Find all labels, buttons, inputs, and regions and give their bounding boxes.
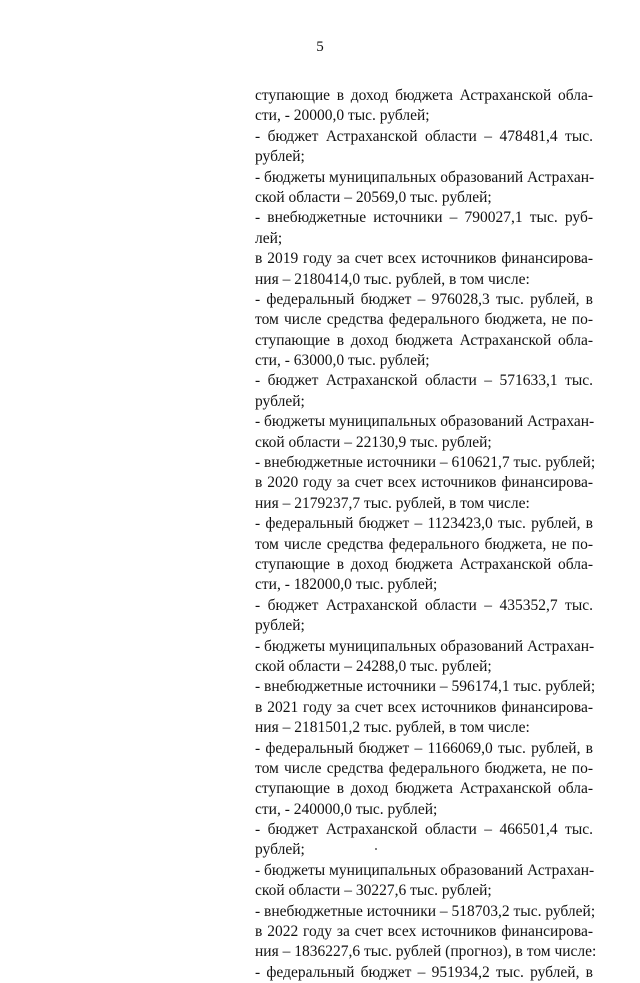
text-line: - федеральный бюджет – 976028,3 тыс. рублей, в [255, 290, 593, 308]
page-number: 5 [316, 39, 324, 55]
text-line: - бюджеты муниципальных образований Астрахан- [255, 861, 595, 879]
text-line: в 2022 году за счет всех источников финансирова- [255, 923, 593, 941]
text-line: ния – 2180414,0 тыс. рублей, в том числе: [255, 270, 530, 288]
text-line: - федеральный бюджет – 1166069,0 тыс. рублей, в [255, 739, 593, 757]
text-line: сти, - 182000,0 тыс. рублей; [255, 576, 438, 594]
text-line: ской области – 30227,6 тыс. рублей; [255, 882, 492, 900]
scan-speck [375, 848, 377, 850]
text-line: - бюджет Астраханской области – 466501,4 тыс. [255, 821, 593, 839]
text-line: - бюджет Астраханской области – 435352,7 тыс. [255, 596, 593, 614]
text-line: рублей; [255, 841, 305, 859]
text-line: том числе средства федерального бюджета, не по- [255, 759, 593, 777]
text-line: - внебюджетные источники – 596174,1 тыс. рублей; [255, 678, 596, 696]
text-line: в 2020 году за счет всех источников финансирова- [255, 474, 593, 492]
text-line: - внебюджетные источники – 790027,1 тыс. руб- [255, 209, 593, 227]
text-line: - внебюджетные источники – 610621,7 тыс. рублей; [255, 454, 596, 472]
text-line: рублей; [255, 617, 305, 635]
text-line: ния – 1836227,6 тыс. рублей (прогноз), в том числе: [255, 943, 597, 961]
text-line: ступающие в доход бюджета Астраханской обла- [255, 331, 593, 349]
text-line: ступающие в доход бюджета Астраханской обла- [255, 555, 593, 573]
text-line: сти, - 240000,0 тыс. рублей; [255, 800, 438, 818]
text-line: ской области – 22130,9 тыс. рублей; [255, 433, 492, 451]
text-line: - федеральный бюджет – 951934,2 тыс. рублей, в [255, 963, 593, 981]
text-line: рублей; [255, 148, 305, 166]
text-line: сти, - 20000,0 тыс. рублей; [255, 107, 430, 125]
text-line: том числе средства федерального бюджета, не по- [255, 535, 593, 553]
text-line: - бюджеты муниципальных образований Астрахан- [255, 637, 595, 655]
document-body [255, 86, 597, 983]
text-line: сти, - 63000,0 тыс. рублей; [255, 352, 430, 370]
text-line: ской области – 20569,0 тыс. рублей; [255, 188, 492, 206]
text-line: ской области – 24288,0 тыс. рублей; [255, 657, 492, 675]
text-line: ступающие в доход бюджета Астраханской обла- [255, 780, 593, 798]
text-line: том числе средства федерального бюджета, не по- [255, 311, 593, 329]
text-line: ния – 2181501,2 тыс. рублей, в том числе: [255, 719, 530, 737]
text-line: лей; [255, 229, 283, 247]
text-line: ступающие в доход бюджета Астраханской обла- [255, 87, 593, 104]
text-line: - бюджеты муниципальных образований Астрахан- [255, 168, 595, 186]
text-line: в 2021 году за счет всех источников финансирова- [255, 698, 593, 716]
text-line: ния – 2179237,7 тыс. рублей, в том числе: [255, 494, 530, 512]
text-line: - бюджет Астраханской области – 571633,1 тыс. [255, 372, 593, 390]
text-line: - бюджеты муниципальных образований Астрахан- [255, 413, 595, 431]
text-line: рублей; [255, 392, 305, 410]
text-line: - бюджет Астраханской области – 478481,4 тыс. [255, 127, 593, 145]
text-line: - внебюджетные источники – 518703,2 тыс. рублей; [255, 902, 596, 920]
text-line: - федеральный бюджет – 1123423,0 тыс. рублей, в [255, 515, 593, 533]
text-line: в 2019 году за счет всех источников финансирова- [255, 250, 593, 268]
